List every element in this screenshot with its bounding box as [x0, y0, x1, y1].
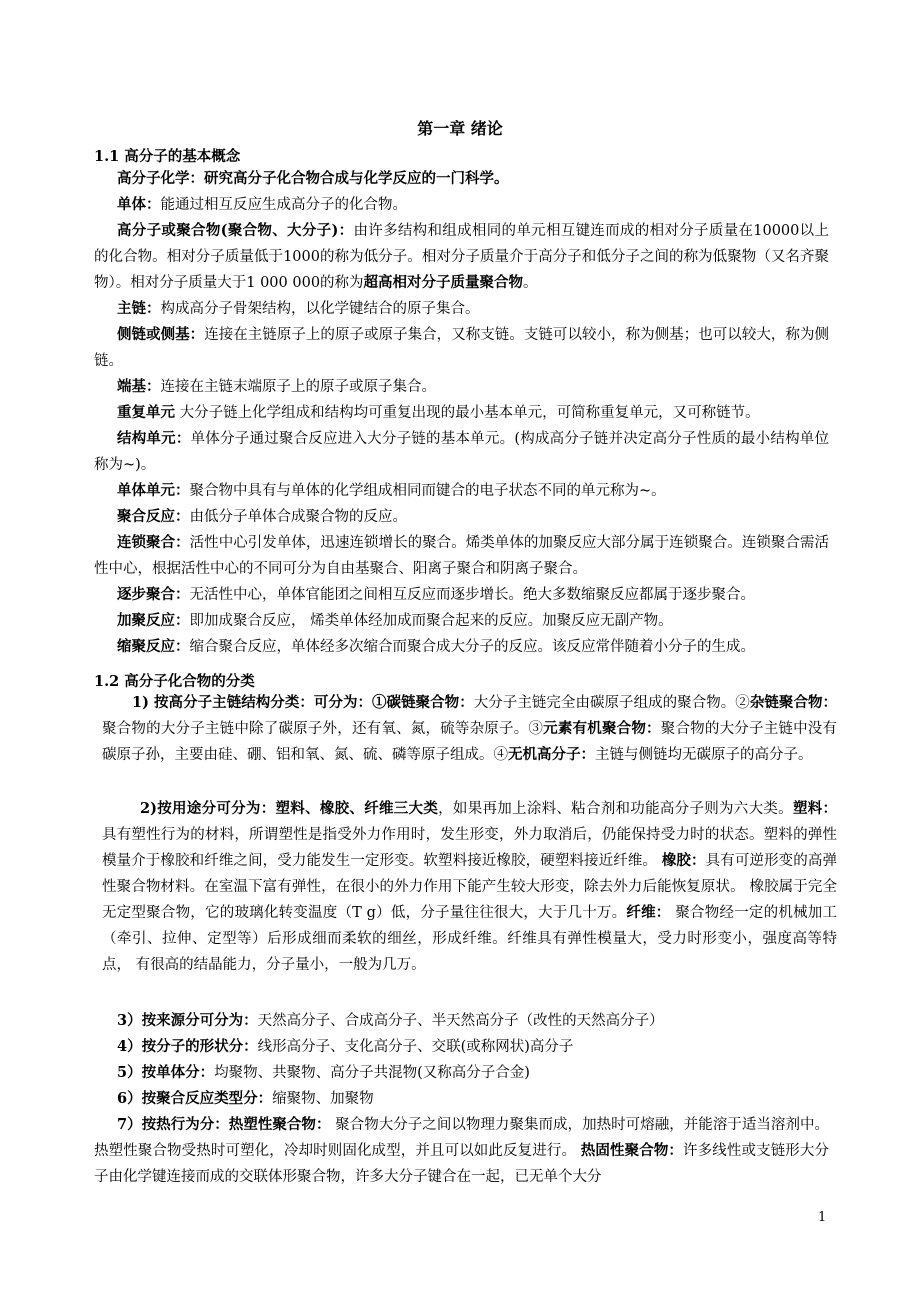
- term: 单体：: [117, 196, 161, 213]
- class-text: 许多线性或支链形大分子由化学键连接而成的交联体形聚合物，许多大分子键合在一起，已无单个大分: [94, 1143, 830, 1185]
- term: 端基：: [117, 378, 161, 395]
- class-heading: 1) 按高分子主链结构分类：可分为：①碳链聚合物：: [132, 694, 474, 711]
- class-by-monomer: [94, 1060, 829, 1086]
- term: 结构单元：: [117, 430, 191, 447]
- class-text: 缩聚物、加聚物: [272, 1091, 374, 1107]
- definition: 无活性中心，单体官能团之间相互反应而逐步增长。绝大多数缩聚反应都属于逐步聚合。: [189, 587, 755, 603]
- chapter-title: 第一章 绪论: [417, 119, 503, 138]
- class-heading: 4）按分子的形状分：: [117, 1038, 258, 1055]
- definition: 活性中心引发单体，迅速连锁增长的聚合。烯类单体的加聚反应大部分属于连锁聚合。连锁聚合需活性中心，根据活性中心的不同可分为自由基聚合、阳离子聚合和阴离子聚合。: [94, 535, 829, 577]
- class-text: 主链与侧链均无碳原子的高分子。: [595, 747, 813, 763]
- class-text: 聚合物大分子之间以物理力聚集而成，加热时可熔融，并能溶于适当溶剂中。热塑性聚合物受热时可塑化，冷却时则固化成型，并且可以如此反复进行。: [94, 1117, 830, 1159]
- section-heading-1-2: 1.2 高分子化合物的分类: [94, 673, 255, 690]
- definition: 大分子链上化学组成和结构均可重复出现的最小基本单元，可简称重复单元，又可称链节。: [175, 405, 760, 421]
- def-polymer-chemistry: [94, 166, 829, 192]
- definition: 能通过相互反应生成高分子的化合物。: [160, 197, 407, 213]
- term: 侧链或侧基：: [117, 326, 205, 343]
- definition: 即加成聚合反应， 烯类单体经加成而聚合起来的反应。加聚反应无副产物。: [189, 613, 673, 629]
- class-term: 橡胶：: [661, 852, 706, 869]
- class-by-use: [94, 796, 837, 978]
- def-end-group: [94, 374, 829, 400]
- class-text: 聚合物的大分子主链中除了碳原子外，还有氧、氮，硫等杂原子。③: [102, 721, 544, 737]
- def-main-chain: [94, 296, 829, 322]
- def-monomer-unit: [94, 478, 829, 504]
- class-term: 塑料：: [792, 800, 838, 817]
- term: 高分子化学：研究高分子化合物合成与化学反应的一门科学。: [117, 170, 509, 187]
- class-term: 无机高分子：: [508, 746, 595, 763]
- class-by-thermal-behavior: [94, 1112, 829, 1190]
- class-term: 杂链聚合物：: [749, 694, 838, 711]
- definition: 由低分子单体合成聚合物的反应。: [189, 509, 407, 525]
- def-chain-polymerization: [94, 530, 829, 582]
- class-by-reaction-type: [94, 1086, 829, 1112]
- class-heading: 6）按聚合反应类型分：: [117, 1090, 273, 1107]
- term: 连锁聚合：: [117, 534, 190, 551]
- term: 缩聚反应：: [117, 638, 190, 655]
- term: 聚合反应：: [117, 508, 190, 525]
- definition: 连接在主链原子上的原子或原子集合，又称支链。支链可以较小，称为侧基；也可以较大，称为侧链。: [94, 327, 829, 369]
- definition: 单体分子通过聚合反应进入大分子链的基本单元。(构成高分子链并决定高分子性质的最小结构单位称为~)。: [94, 431, 829, 473]
- class-heading: 2)按用途分可分为：塑料、橡胶、纤维三大类: [140, 800, 439, 817]
- class-text: 具有可逆形变的高弹性聚合物材料。在室温下富有弹性，在很小的外力作用下能产生较大形变，除去外力后能恢复原状。 橡胶属于完全无定型聚合物，它的玻璃化转变温度（T g）低，分子量往往很大，大于几十万。: [102, 853, 838, 921]
- def-side-chain: [94, 322, 829, 374]
- def-structural-unit: [94, 426, 829, 478]
- definition: 构成高分子骨架结构，以化学键结合的原子集合。: [160, 301, 480, 317]
- term: 主链：: [117, 300, 161, 317]
- class-text: 大分子主链完全由碳原子组成的聚合物。②: [473, 695, 750, 711]
- term: 加聚反应：: [117, 612, 190, 629]
- class-heading: 5）按单体分：: [117, 1064, 215, 1081]
- class-term: 热固性聚合物：: [580, 1142, 684, 1159]
- class-text: 线形高分子、支化高分子、交联(或称网状)高分子: [257, 1039, 574, 1055]
- class-text: 具有塑性行为的材料，所谓塑性是指受外力作用时，发生形变，外力取消后，仍能保持受力时的状态。塑料的弹性模量介于橡胶和纤维之间，受力能发生一定形变。软塑料接近橡胶，硬塑料接近纤维。: [102, 827, 837, 869]
- definition-end: 。: [523, 275, 538, 291]
- class-by-source: [94, 1008, 829, 1034]
- term: 重复单元: [117, 404, 175, 421]
- term-inline: 超高相对分子质量聚合物: [363, 274, 524, 291]
- term: 逐步聚合：: [117, 586, 190, 603]
- class-text: 聚合物经一定的机械加工（牵引、拉伸、定型等）后形成细而柔软的细丝，形成纤维。纤维具有弹性模量大，受力时形变小，强度高等特点， 有很高的结晶能力，分子量小，一般为几万。: [102, 905, 838, 973]
- def-monomer: [94, 192, 829, 218]
- class-term: 元素有机聚合物：: [543, 720, 661, 737]
- def-addition-polymerization: [94, 608, 829, 634]
- def-condensation-polymerization: [94, 634, 829, 660]
- section-heading-1-1: 1.1 高分子的基本概念: [94, 148, 241, 165]
- class-text: ，如果再加上涂料、粘合剂和功能高分子则为六大类。: [438, 801, 793, 817]
- def-polymer: [94, 218, 829, 296]
- term: 单体单元：: [117, 482, 190, 499]
- definition: 聚合物中具有与单体的化学组成相同而键合的电子状态不同的单元称为~。: [189, 483, 666, 499]
- def-polymerization: [94, 504, 829, 530]
- definition: 缩合聚合反应，单体经多次缩合而聚合成大分子的反应。该反应常伴随着小分子的生成。: [189, 639, 755, 655]
- term: 高分子或聚合物(聚合物、大分子)：: [117, 222, 354, 239]
- def-step-polymerization: [94, 582, 829, 608]
- class-heading: 3）按来源分可分为：: [117, 1012, 258, 1029]
- class-text: 聚合物的大分子主链中没有碳原子孙，主要由硅、硼、铝和氧、氮、硫、磷等原子组成。④: [102, 721, 838, 763]
- definition: 连接在主链末端原子上的原子或原子集合。: [160, 379, 436, 395]
- def-repeat-unit: [94, 400, 829, 426]
- page-number: 1: [818, 1210, 827, 1225]
- class-text: 均聚物、共聚物、高分子共混物(又称高分子合金): [214, 1065, 530, 1081]
- class-by-main-chain: [94, 690, 837, 768]
- definition: 由许多结构和组成相同的单元相互键连而成的相对分子质量在10000以上的化合物。相对分子质量低于1000的称为低分子。相对分子质量介于高分子和低分子之间的称为低聚物（又名齐聚物）。相对分子质量大于1 000 000的称为: [94, 223, 829, 291]
- class-by-shape: [94, 1034, 829, 1060]
- class-term: 纤维：: [626, 904, 671, 921]
- class-text: 天然高分子、合成高分子、半天然高分子（改性的天然高分子）: [257, 1013, 664, 1029]
- class-heading: 7）按热行为分：热塑性聚合物：: [117, 1116, 331, 1133]
